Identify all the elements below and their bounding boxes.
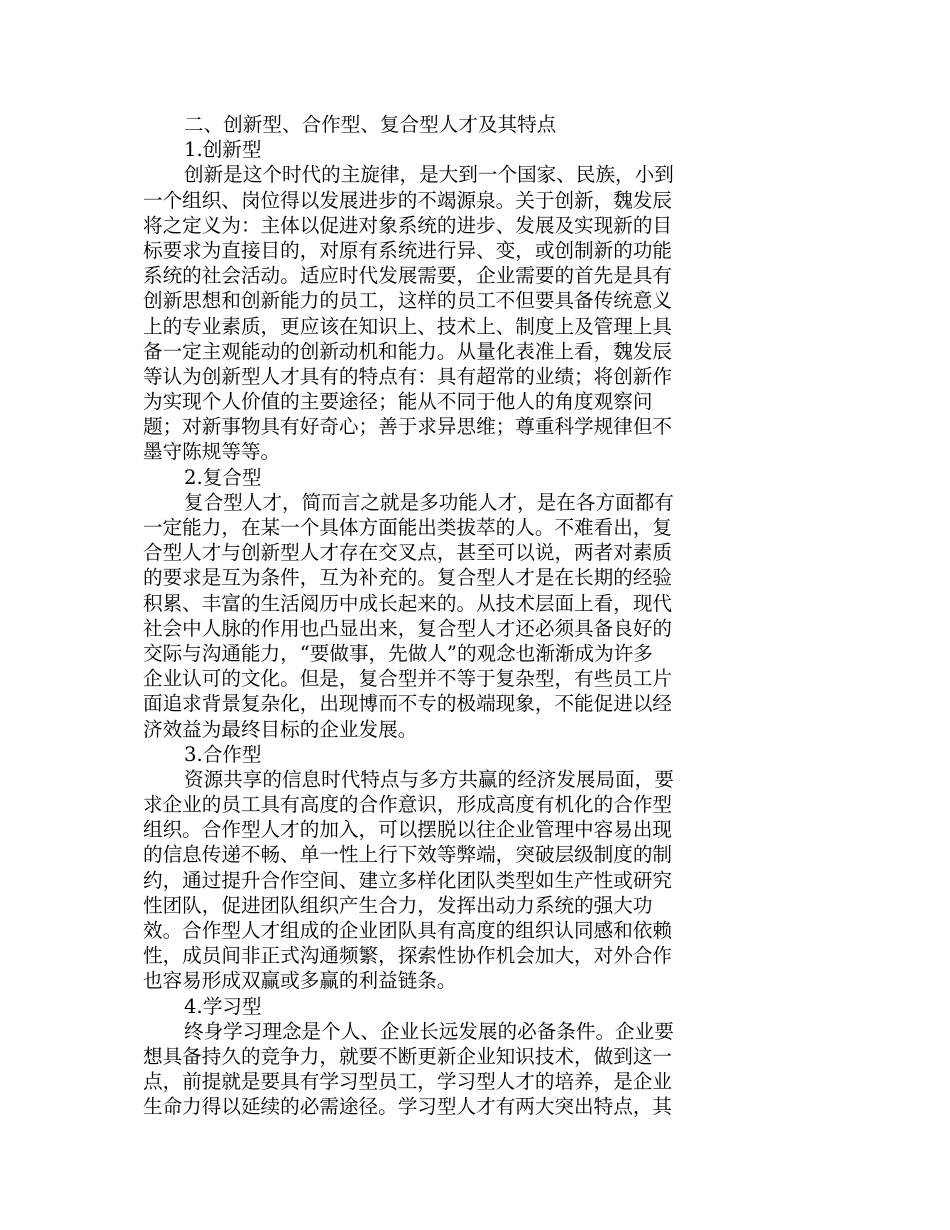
paragraph-line: 想具备持久的竞争力，就要不断更新企业知识技术，做到这一 [143, 1044, 673, 1068]
paragraph-line: 资源共享的信息时代特点与多方共赢的经济发展局面，要 [184, 767, 674, 791]
paragraph-line: 合型人才与创新型人才存在交叉点，甚至可以说，两者对素质 [143, 541, 673, 565]
paragraph-line: 复合型人才，简而言之就是多功能人才，是在各方面都有 [184, 490, 674, 514]
paragraph-line: 约，通过提升合作空间、建立多样化团队类型如生产性或研究 [143, 868, 673, 892]
paragraph-line: 题；对新事物具有好奇心；善于求异思维；尊重科学规律但不 [143, 415, 673, 439]
paragraph-line: 终身学习理念是个人、企业长远发展的必备条件。企业要 [184, 1019, 674, 1043]
heading-cooperative: 3.合作型 [184, 742, 262, 766]
paragraph-line: 的信息传递不畅、单一性上行下效等弊端，突破层级制度的制 [143, 843, 673, 867]
paragraph-line: 性团队，促进团队组织产生合力，发挥出动力系统的强大功 [143, 893, 653, 917]
heading-innovative: 1.创新型 [184, 138, 262, 162]
paragraph-line: 济效益为最终目标的企业发展。 [143, 717, 418, 741]
paragraph-line: 点，前提就是要具有学习型员工，学习型人才的培养，是企业 [143, 1070, 673, 1094]
paragraph-line: 将之定义为：主体以促进对象系统的进步、发展及实现新的目 [143, 213, 673, 237]
paragraph-line: 备一定主观能动的创新动机和能力。从量化表准上看，魏发辰 [143, 339, 673, 363]
heading-composite: 2.复合型 [184, 465, 262, 489]
paragraph-line: 一个组织、岗位得以发展进步的不竭源泉。关于创新，魏发辰 [143, 188, 673, 212]
paragraph-line: 交际与沟通能力，“要做事，先做人”的观念也渐渐成为许多 [143, 641, 653, 665]
paragraph-line: 创新是这个时代的主旋律，是大到一个国家、民族，小到 [184, 163, 674, 187]
paragraph-line: 积累、丰富的生活阅历中成长起来的。从技术层面上看，现代 [143, 591, 673, 615]
paragraph-line: 组织。合作型人才的加入，可以摆脱以往企业管理中容易出现 [143, 818, 673, 842]
paragraph-line: 墨守陈规等等。 [143, 440, 281, 464]
section-title: 二、创新型、合作型、复合型人才及其特点 [184, 113, 557, 136]
document-body [143, 112, 733, 1120]
paragraph-line: 为实现个人价值的主要途径；能从不同于他人的角度观察问 [143, 390, 653, 414]
paragraph-line: 也容易形成双赢或多赢的利益链条。 [143, 969, 457, 993]
paragraph-line: 生命力得以延续的必需途径。学习型人才有两大突出特点，其 [143, 1095, 673, 1119]
paragraph-line: 创新思想和创新能力的员工，这样的员工不但要具备传统意义 [143, 289, 673, 313]
paragraph-line: 系统的社会活动。适应时代发展需要，企业需要的首先是具有 [143, 264, 673, 288]
paragraph-line: 求企业的员工具有高度的合作意识，形成高度有机化的合作型 [143, 793, 673, 817]
paragraph-line: 一定能力，在某一个具体方面能出类拔萃的人。不难看出，复 [143, 516, 673, 539]
paragraph-line: 性，成员间非正式沟通频繁，探索性协作机会加大，对外合作 [143, 944, 673, 968]
paragraph-line: 标要求为直接目的，对原有系统进行异、变，或创制新的功能 [143, 238, 673, 262]
paragraph-line: 企业认可的文化。但是，复合型并不等于复杂型，有些员工片 [143, 667, 673, 691]
paragraph-line: 社会中人脉的作用也凸显出来，复合型人才还必须具备良好的 [143, 616, 673, 640]
paragraph-line: 的要求是互为条件，互为补充的。复合型人才是在长期的经验 [143, 566, 673, 590]
paragraph-line: 效。合作型人才组成的企业团队具有高度的组织认同感和依赖 [143, 919, 673, 942]
paragraph-line: 等认为创新型人才具有的特点有：具有超常的业绩；将创新作 [143, 364, 673, 388]
heading-learning: 4.学习型 [184, 994, 262, 1018]
paragraph-line: 面追求背景复杂化，出现博而不专的极端现象，不能促进以经 [143, 692, 673, 716]
paragraph-line: 上的专业素质，更应该在知识上、技术上、制度上及管理上具 [143, 314, 673, 338]
